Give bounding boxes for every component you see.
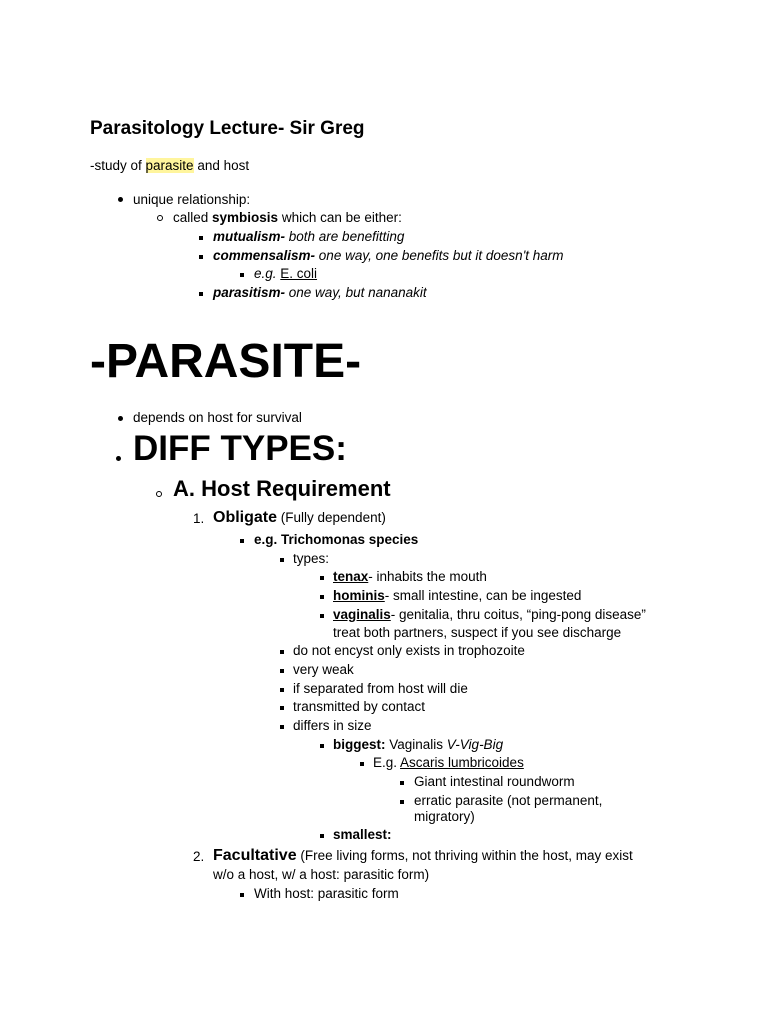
vaginalis-desc: - genitalia, thru coitus, “ping-pong disease” — [390, 607, 646, 622]
list-item-with-host: With host: parasitic form — [254, 886, 399, 901]
facultative-paren: (Free living forms, not thriving within the host, may exist — [296, 848, 633, 863]
bullet-square-icon — [280, 706, 284, 710]
obligate-term: Obligate — [213, 509, 278, 526]
intro-suffix: and host — [193, 158, 250, 173]
vaginalis-term: vaginalis — [333, 607, 391, 622]
bullet-square-icon — [240, 273, 244, 277]
bullet-disc-icon — [118, 197, 123, 202]
commensalism-term: commensalism- — [213, 248, 316, 263]
facultative-continuation: w/o a host, w/ a host: parasitic form) — [213, 867, 430, 882]
list-item-smallest: smallest: — [333, 827, 392, 842]
commensalism-desc: one way, one benefits but it doesn't harm — [315, 248, 564, 263]
list-item-transmitted: transmitted by contact — [293, 699, 426, 714]
parasitism-term: parasitism- — [213, 285, 286, 300]
facultative-number: 2. — [193, 849, 205, 864]
list-item-separated: if separated from host will die — [293, 681, 468, 696]
biggest-desc: Vaginalis — [385, 737, 447, 752]
bullet-square-icon — [320, 595, 324, 599]
bullet-square-icon — [400, 781, 404, 785]
list-item-hominis — [333, 587, 581, 605]
bullet-disc-icon — [116, 456, 121, 461]
list-item-parasitism — [213, 284, 427, 302]
bullet-square-icon — [240, 539, 244, 543]
ascaris-name: Ascaris lumbricoides — [400, 755, 524, 770]
obligate-paren: (Fully dependent) — [277, 510, 386, 525]
diff-types-heading: DIFF TYPES: — [133, 429, 347, 468]
bullet-disc-icon — [118, 416, 123, 421]
mutualism-term: mutualism- — [213, 229, 286, 244]
list-item-tenax — [333, 568, 487, 586]
list-item-commensalism — [213, 247, 564, 265]
bullet-square-icon — [280, 725, 284, 729]
list-item-symbiosis — [173, 209, 402, 227]
list-item-encyst: do not encyst only exists in trophozoite — [293, 643, 525, 658]
ascaris-prefix: E.g. — [373, 755, 401, 770]
bullet-square-icon — [320, 576, 324, 580]
list-item-roundworm: Giant intestinal roundworm — [414, 774, 575, 789]
symbiosis-prefix: called — [173, 210, 213, 225]
document-title: Parasitology Lecture- Sir Greg — [90, 118, 365, 139]
bullet-square-icon — [240, 893, 244, 897]
hominis-desc: - small intestine, can be ingested — [384, 588, 582, 603]
bullet-square-icon — [199, 255, 203, 259]
list-item-depends: depends on host for survival — [133, 410, 302, 425]
list-item-relationship: unique relationship: — [133, 192, 251, 207]
vaginalis-continuation: treat both partners, suspect if you see discharge — [333, 625, 622, 640]
parasite-heading: -PARASITE- — [90, 335, 362, 388]
intro-prefix: -study of — [90, 158, 146, 173]
bullet-square-icon — [280, 558, 284, 562]
list-item-trichomonas: e.g. Trichomonas species — [254, 532, 419, 547]
bullet-square-icon — [280, 669, 284, 673]
list-item-ascaris — [373, 754, 524, 772]
list-item-vaginalis — [333, 606, 646, 624]
erratic-continuation: migratory) — [414, 809, 475, 824]
biggest-mnemonic: V-Vig-Big — [446, 737, 504, 752]
list-item-types: types: — [293, 551, 330, 566]
biggest-term: biggest: — [333, 737, 386, 752]
symbiosis-term: symbiosis — [212, 210, 279, 225]
bullet-square-icon — [199, 292, 203, 296]
tenax-desc: - inhabits the mouth — [368, 569, 487, 584]
mutualism-desc: both are benefitting — [285, 229, 405, 244]
host-requirement-heading: A. Host Requirement — [173, 476, 391, 501]
bullet-square-icon — [199, 236, 203, 240]
parasitism-desc: one way, but nananakit — [285, 285, 427, 300]
bullet-square-icon — [320, 834, 324, 838]
facultative-term: Facultative — [213, 847, 297, 864]
highlighted-term: parasite — [145, 158, 194, 173]
symbiosis-suffix: which can be either: — [278, 210, 402, 225]
list-item-differs: differs in size — [293, 718, 372, 733]
bullet-square-icon — [280, 688, 284, 692]
list-item-biggest — [333, 736, 503, 754]
obligate-number: 1. — [193, 511, 205, 526]
bullet-square-icon — [400, 800, 404, 804]
tenax-term: tenax — [333, 569, 369, 584]
list-item-mutualism — [213, 228, 404, 246]
eg-prefix: e.g. — [254, 266, 281, 281]
intro-line — [90, 157, 249, 175]
bullet-square-icon — [280, 650, 284, 654]
list-item-ecoli — [254, 265, 317, 283]
bullet-square-icon — [360, 762, 364, 766]
ecoli-link: E. coli — [280, 266, 318, 281]
bullet-circle-icon — [156, 491, 162, 497]
bullet-circle-icon — [157, 215, 163, 221]
list-item-weak: very weak — [293, 662, 354, 677]
hominis-term: hominis — [333, 588, 385, 603]
list-item-obligate — [213, 507, 386, 529]
bullet-square-icon — [320, 614, 324, 618]
bullet-square-icon — [320, 744, 324, 748]
list-item-facultative — [213, 845, 633, 867]
list-item-erratic: erratic parasite (not permanent, — [414, 793, 603, 808]
